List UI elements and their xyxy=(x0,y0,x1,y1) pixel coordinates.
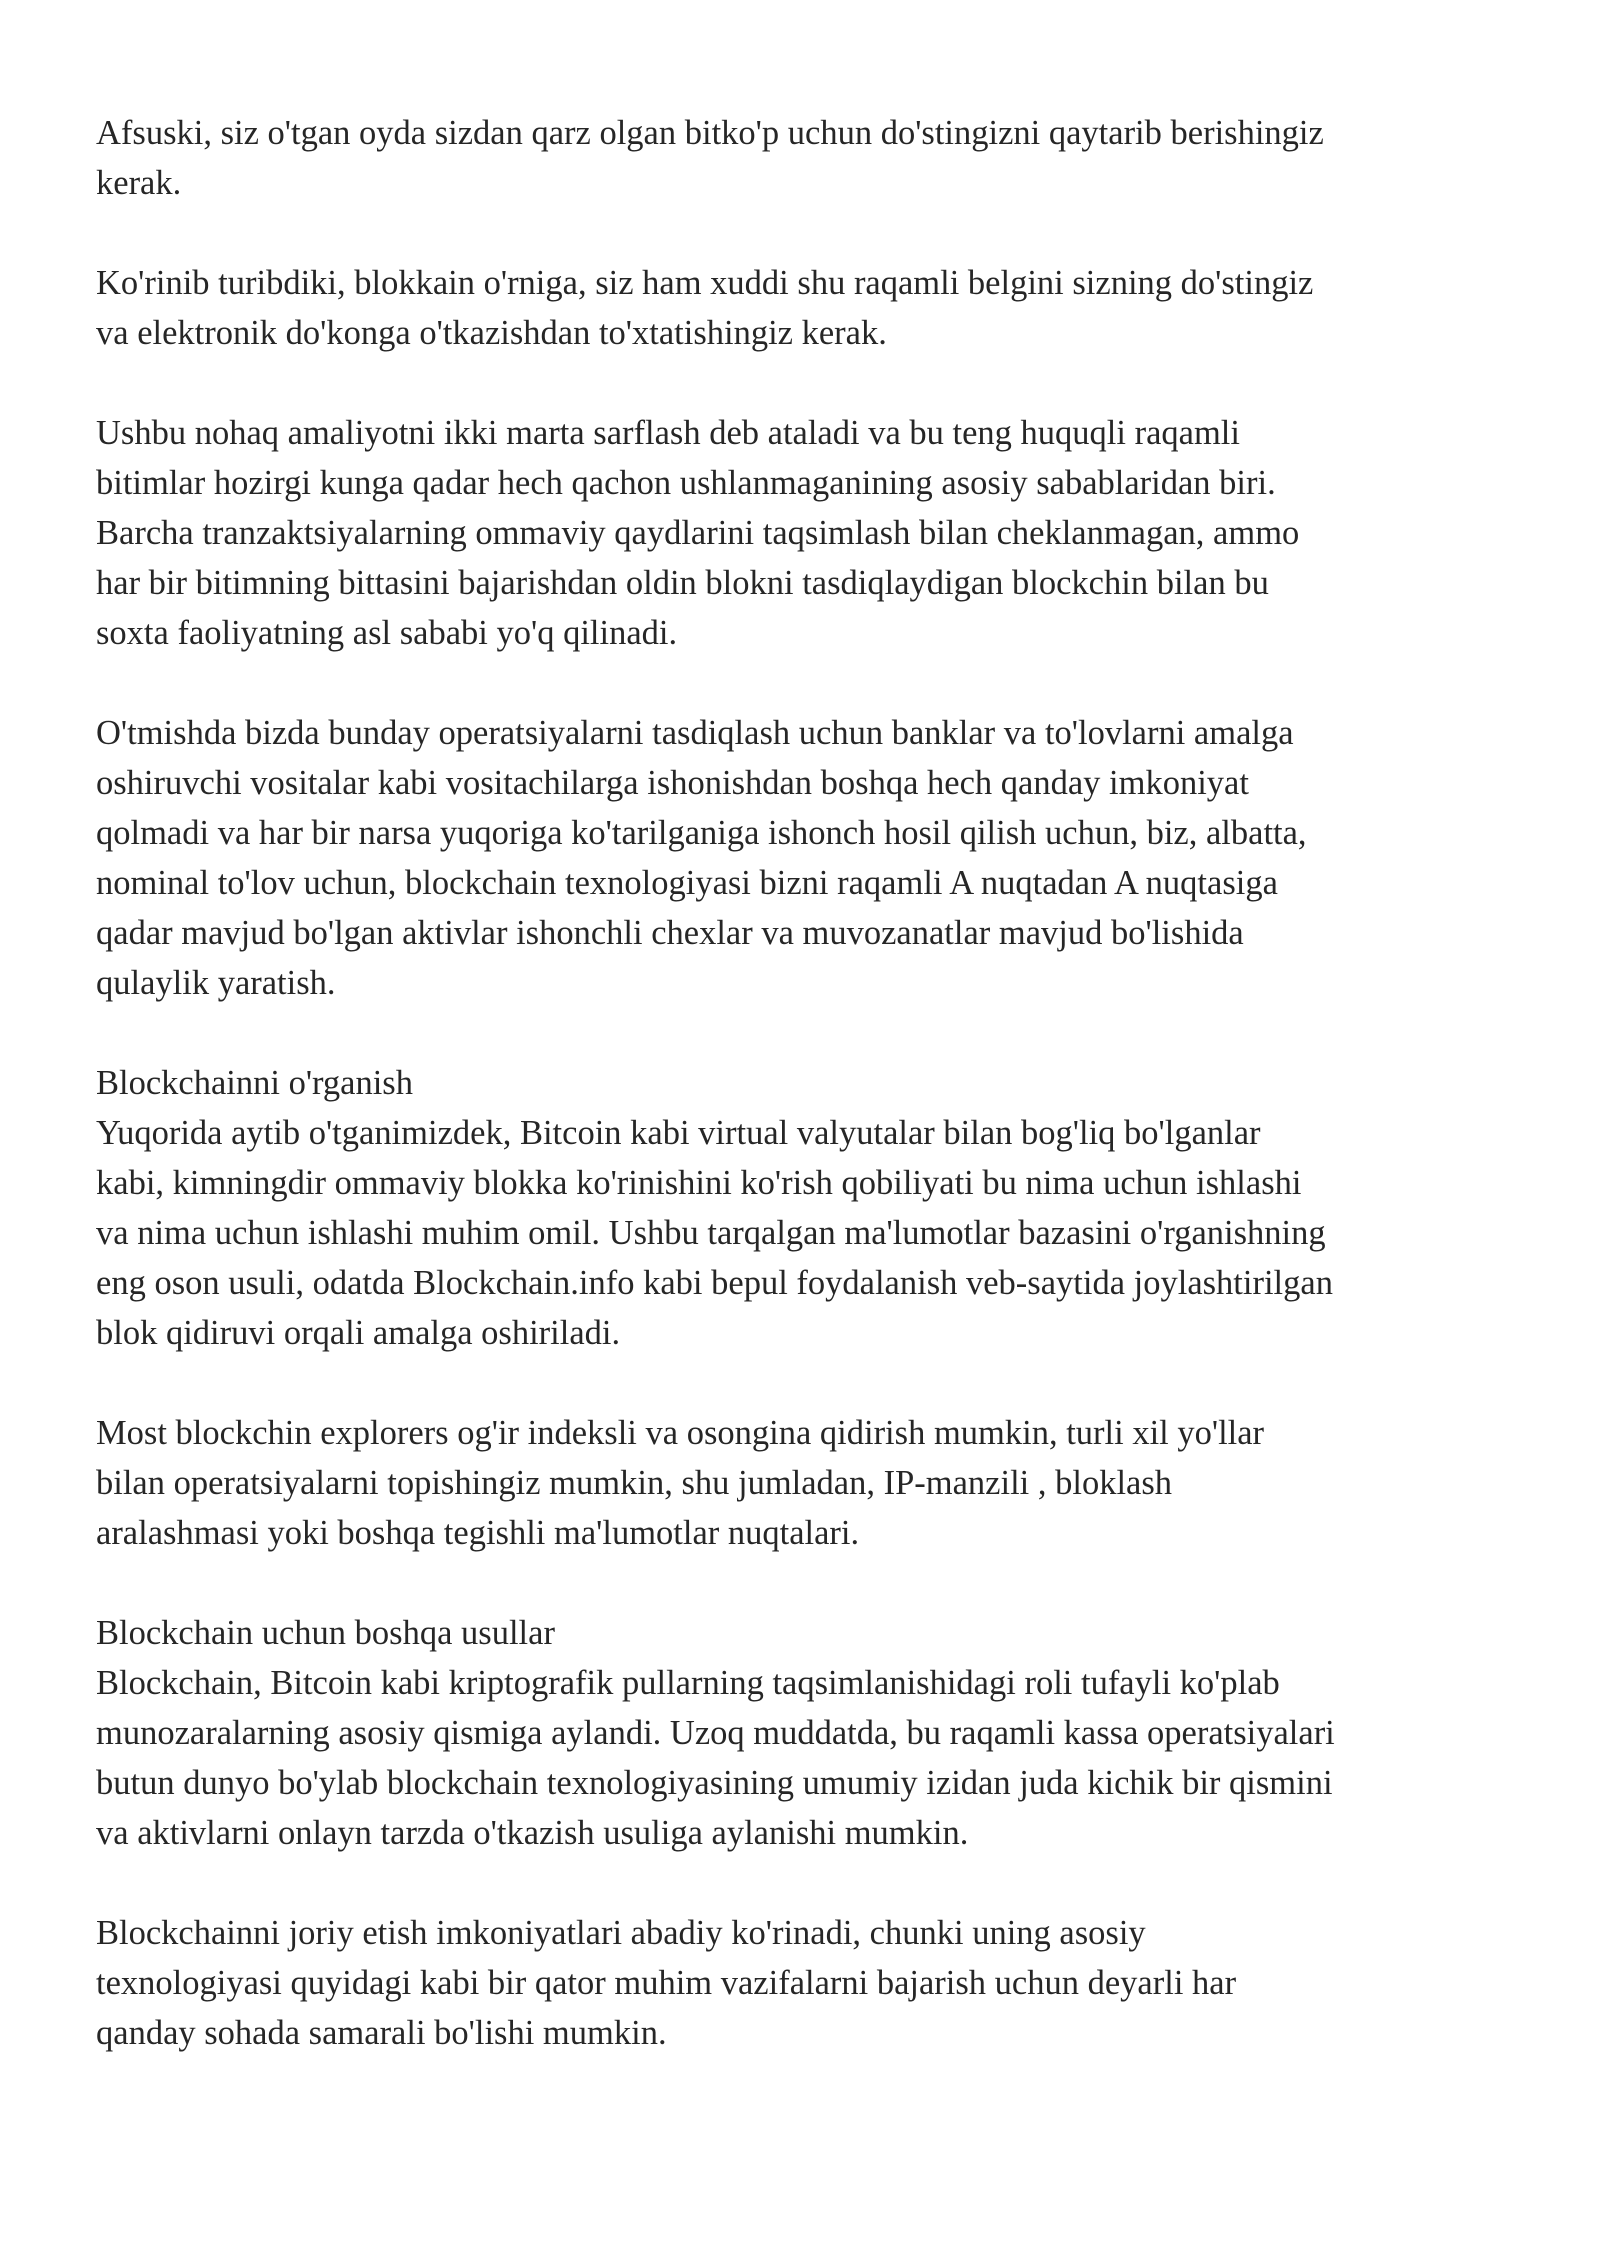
text-line: bilan operatsiyalarni topishingiz mumkin, shu jumladan, IP-manzili , bloklash xyxy=(96,1464,1173,1502)
text-line: oshiruvchi vositalar kabi vositachilarga ishonishdan boshqa hech qanday imkoniyat xyxy=(96,764,1249,802)
section-heading: Blockchainni o'rganish xyxy=(96,1064,413,1102)
text-line: har bir bitimning bittasini bajarishdan oldin blokni tasdiqlaydigan blockchin bilan bu xyxy=(96,564,1269,602)
text-line: butun dunyo bo'ylab blockchain texnologiyasining umumiy izidan juda kichik bir qismini xyxy=(96,1764,1333,1802)
text-line: va aktivlarni onlayn tarzda o'tkazish usuliga aylanishi mumkin. xyxy=(96,1814,969,1852)
paragraph-2 xyxy=(96,258,1496,358)
text-line: kabi, kimningdir ommaviy blokka ko'rinishini ko'rish qobiliyati bu nima uchun ishlashi xyxy=(96,1164,1302,1202)
text-line: kerak. xyxy=(96,164,182,202)
paragraph-4 xyxy=(96,708,1496,1008)
text-line: nominal to'lov uchun, blockchain texnologiyasi bizni raqamli A nuqtadan A nuqtasiga xyxy=(96,864,1278,902)
text-line: qanday sohada samarali bo'lishi mumkin. xyxy=(96,2014,667,2052)
text-line: bitimlar hozirgi kunga qadar hech qachon ushlanmaganining asosiy sabablaridan biri. xyxy=(96,464,1276,502)
section-heading: Blockchain uchun boshqa usullar xyxy=(96,1614,555,1652)
text-line: qadar mavjud bo'lgan aktivlar ishonchli chexlar va muvozanatlar mavjud bo'lishida xyxy=(96,914,1244,952)
text-line: soxta faoliyatning asl sababi yo'q qilinadi. xyxy=(96,614,678,652)
text-line: munozaralarning asosiy qismiga aylandi. Uzoq muddatda, bu raqamli kassa operatsiyalari xyxy=(96,1714,1335,1752)
paragraph-8 xyxy=(96,1908,1496,2058)
text-line: texnologiyasi quyidagi kabi bir qator muhim vazifalarni bajarish uchun deyarli har xyxy=(96,1964,1237,2002)
document-page xyxy=(96,108,1496,2108)
section-other-uses xyxy=(96,1608,1496,1858)
text-line: Ushbu nohaq amaliyotni ikki marta sarflash deb ataladi va bu teng huquqli raqamli xyxy=(96,414,1240,452)
paragraph-1 xyxy=(96,108,1496,208)
text-line: Barcha tranzaktsiyalarning ommaviy qaydlarini taqsimlash bilan cheklanmagan, ammo xyxy=(96,514,1300,552)
text-line: blok qidiruvi orqali amalga oshiriladi. xyxy=(96,1314,621,1352)
text-line: Blockchain, Bitcoin kabi kriptografik pullarning taqsimlanishidagi roli tufayli ko'plab xyxy=(96,1664,1280,1702)
section-blockchain-exploring xyxy=(96,1058,1496,1358)
text-line: aralashmasi yoki boshqa tegishli ma'lumotlar nuqtalari. xyxy=(96,1514,860,1552)
text-line: Ko'rinib turibdiki, blokkain o'rniga, siz ham xuddi shu raqamli belgini sizning do'stingiz xyxy=(96,264,1314,302)
text-line: eng oson usuli, odatda Blockchain.info kabi bepul foydalanish veb-saytida joylashtirilgan xyxy=(96,1264,1333,1302)
text-line: Yuqorida aytib o'tganimizdek, Bitcoin kabi virtual valyutalar bilan bog'liq bo'lganlar xyxy=(96,1114,1261,1152)
text-line: qolmadi va har bir narsa yuqoriga ko'tarilganiga ishonch hosil qilish uchun, biz, albatta, xyxy=(96,814,1307,852)
text-line: va elektronik do'konga o'tkazishdan to'xtatishingiz kerak. xyxy=(96,314,887,352)
paragraph-3 xyxy=(96,408,1496,658)
text-line: va nima uchun ishlashi muhim omil. Ushbu tarqalgan ma'lumotlar bazasini o'rganishning xyxy=(96,1214,1326,1252)
paragraph-6 xyxy=(96,1408,1496,1558)
text-line: Afsuski, siz o'tgan oyda sizdan qarz olgan bitko'p uchun do'stingizni qaytarib berishingiz xyxy=(96,114,1324,152)
text-line: O'tmishda bizda bunday operatsiyalarni tasdiqlash uchun banklar va to'lovlarni amalga xyxy=(96,714,1294,752)
text-line: Most blockchin explorers og'ir indeksli va osongina qidirish mumkin, turli xil yo'llar xyxy=(96,1414,1265,1452)
text-line: qulaylik yaratish. xyxy=(96,964,336,1002)
text-line: Blockchainni joriy etish imkoniyatlari abadiy ko'rinadi, chunki uning asosiy xyxy=(96,1914,1146,1952)
